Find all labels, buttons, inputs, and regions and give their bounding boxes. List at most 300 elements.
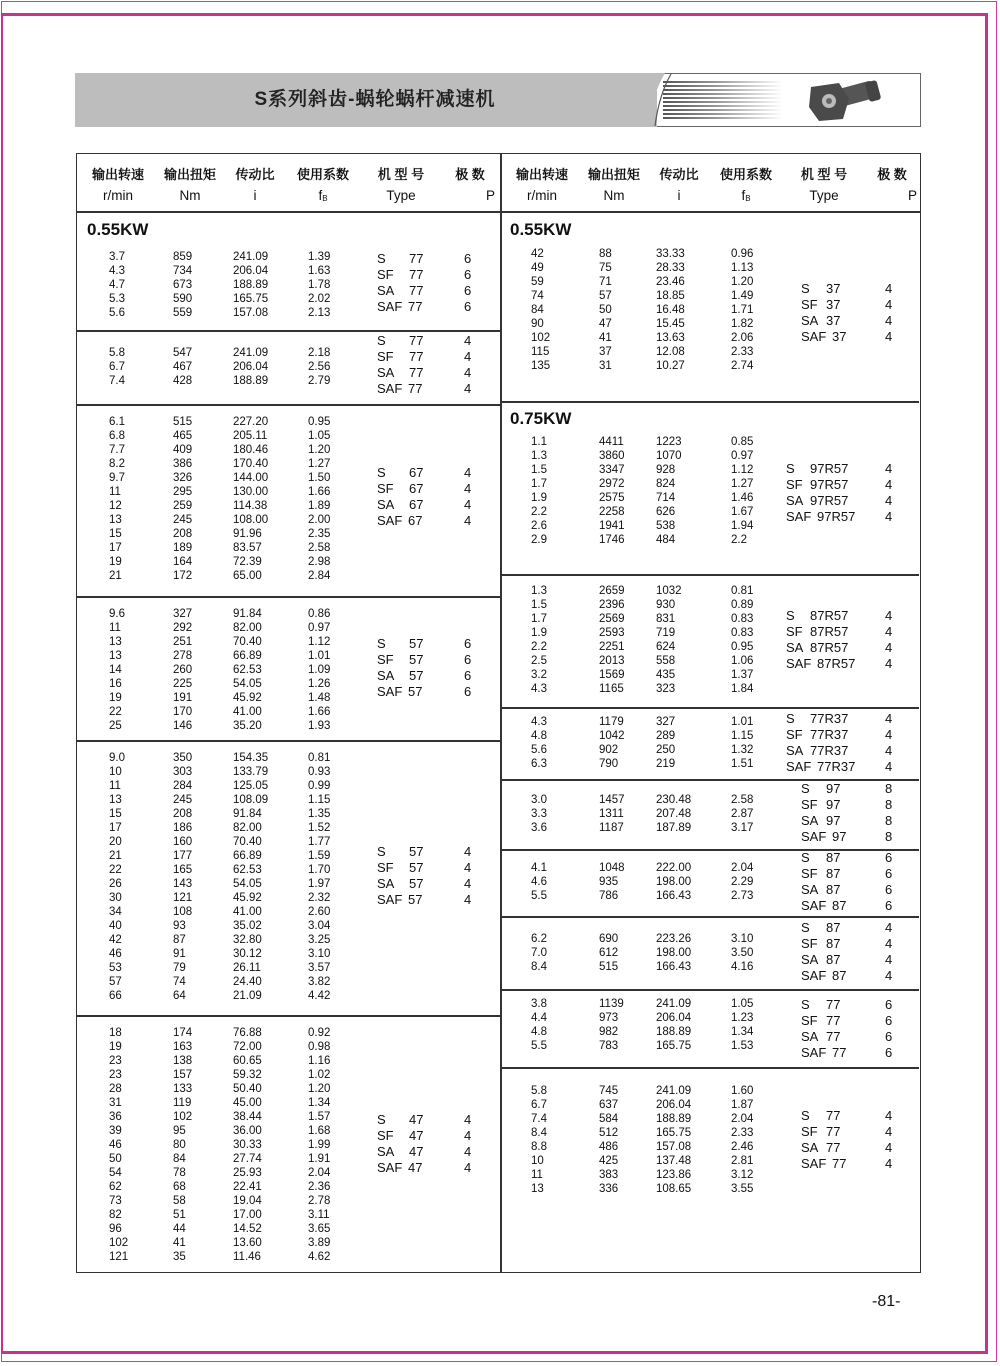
- model-size: 87: [826, 952, 841, 967]
- speed-cell: 1.7: [531, 613, 547, 625]
- torque-cell: 2972: [599, 478, 625, 490]
- factor-cell: 1.16: [308, 1055, 331, 1067]
- factor-cell: 1.70: [308, 864, 331, 876]
- torque-cell: 350: [173, 752, 193, 764]
- speed-cell: 23: [109, 1055, 122, 1067]
- ratio-cell: 25.93: [233, 1167, 262, 1179]
- group-divider: [501, 574, 919, 576]
- speed-cell: 22: [109, 706, 122, 718]
- speed-cell: 1.3: [531, 585, 547, 597]
- torque-cell: 425: [599, 1155, 619, 1167]
- speed-cell: 15: [109, 808, 122, 820]
- speed-cell: 6.3: [531, 758, 547, 770]
- factor-cell: 2.46: [731, 1141, 754, 1153]
- model-type-entry: [77, 684, 917, 700]
- torque-cell: 278: [173, 650, 193, 662]
- torque-cell: 57: [599, 290, 612, 302]
- model-type-entry: [77, 952, 917, 968]
- factor-cell: 1.77: [308, 836, 331, 848]
- factor-cell: 1.27: [731, 478, 754, 490]
- pole-count: 6: [885, 1045, 893, 1060]
- torque-cell: 78: [173, 1167, 186, 1179]
- ratio-cell: 198.00: [656, 876, 692, 888]
- factor-cell: 2.29: [731, 876, 754, 888]
- factor-cell: 2.33: [731, 1127, 754, 1139]
- pole-count: 6: [885, 898, 893, 913]
- torque-cell: 547: [173, 347, 193, 359]
- header-type-cn: 机 型 号: [800, 167, 848, 182]
- ratio-cell: 219: [656, 758, 676, 770]
- factor-cell: 2.56: [308, 361, 331, 373]
- factor-cell: 1.66: [308, 486, 331, 498]
- model-series: SF: [801, 1013, 818, 1028]
- ratio-cell: 91.96: [233, 528, 262, 540]
- speed-cell: 3.2: [531, 669, 547, 681]
- factor-cell: 3.12: [731, 1169, 754, 1181]
- model-series: SAF: [801, 898, 827, 913]
- model-series: SF: [786, 477, 803, 492]
- factor-cell: 1.15: [731, 730, 754, 742]
- speed-cell: 3.7: [109, 251, 125, 263]
- model-type-entry: [77, 656, 917, 672]
- ratio-cell: 241.09: [656, 998, 692, 1010]
- ratio-cell: 38.44: [233, 1111, 262, 1123]
- model-type-entry: [77, 1156, 917, 1172]
- speed-cell: 5.8: [109, 347, 125, 359]
- pole-count: 6: [464, 684, 472, 699]
- ratio-cell: 11.46: [233, 1251, 261, 1263]
- model-size: 77: [826, 1029, 841, 1044]
- factor-cell: 0.96: [731, 248, 754, 260]
- header-ratio-cn: 传动比: [235, 167, 275, 182]
- model-size: 77: [832, 1156, 847, 1171]
- fb-symbol: f: [318, 188, 323, 203]
- speed-cell: 42: [531, 248, 544, 260]
- model-size: 57: [408, 892, 423, 907]
- group-divider: [77, 404, 501, 406]
- model-type-entry: [77, 251, 917, 267]
- torque-cell: 973: [599, 1012, 619, 1024]
- model-size: 77: [409, 283, 424, 298]
- header-type-unit: Type: [809, 188, 839, 203]
- ratio-cell: 12.08: [656, 346, 685, 358]
- ratio-cell: 54.05: [233, 678, 262, 690]
- model-size: 77: [409, 365, 424, 380]
- pole-count: 6: [885, 866, 893, 881]
- speed-cell: 8.4: [531, 961, 547, 973]
- torque-cell: 1165: [599, 683, 624, 695]
- model-size: 57: [409, 844, 424, 859]
- factor-cell: 0.81: [731, 585, 754, 597]
- torque-cell: 2396: [599, 599, 625, 611]
- ratio-cell: 624: [656, 641, 676, 653]
- pole-count: 4: [885, 329, 893, 344]
- frame-rule-left: [1, 13, 3, 1354]
- power-heading-left: 0.55KW: [87, 220, 149, 239]
- speed-cell: 4.8: [531, 730, 547, 742]
- torque-cell: 786: [599, 890, 619, 902]
- torque-cell: 146: [173, 720, 193, 732]
- factor-cell: 2.04: [731, 862, 754, 874]
- speed-cell: 121: [109, 1251, 129, 1263]
- torque-cell: 58: [173, 1195, 186, 1207]
- torque-cell: 327: [173, 608, 193, 620]
- factor-cell: 1.32: [731, 744, 754, 756]
- model-type-entry: [77, 1108, 917, 1124]
- ratio-cell: 207.48: [656, 808, 692, 820]
- torque-cell: 303: [173, 766, 193, 778]
- model-type-list: [77, 850, 917, 914]
- ratio-cell: 35.02: [233, 920, 262, 932]
- header-ratio-unit: i: [253, 188, 257, 203]
- ratio-cell: 32.80: [233, 934, 262, 946]
- ratio-cell: 45.92: [233, 892, 262, 904]
- model-type-entry: [77, 920, 917, 936]
- header-torque-cn: 输出扭矩: [163, 167, 216, 182]
- group-divider: [77, 596, 501, 598]
- model-size: 37: [832, 329, 847, 344]
- model-size: 67: [408, 513, 423, 528]
- torque-cell: 637: [599, 1099, 619, 1111]
- speed-cell: 7.0: [531, 947, 547, 959]
- pole-count: 8: [885, 829, 893, 844]
- torque-cell: 1048: [599, 862, 625, 874]
- model-series: SA: [801, 1140, 819, 1155]
- ratio-cell: 72.00: [233, 1041, 262, 1053]
- model-size: 77R37: [817, 759, 856, 774]
- torque-cell: 174: [173, 1027, 193, 1039]
- model-type-list: [77, 920, 917, 984]
- model-size: 67: [409, 497, 424, 512]
- page-title: S系列斜齿-蜗轮蜗杆减速机: [254, 89, 496, 110]
- factor-cell: 4.42: [308, 990, 331, 1002]
- factor-cell: 1.89: [308, 500, 331, 512]
- factor-cell: 2.04: [308, 1167, 331, 1179]
- group-divider: [501, 1067, 919, 1069]
- torque-cell: 1941: [599, 520, 625, 532]
- ratio-cell: 714: [656, 492, 676, 504]
- model-series: SA: [377, 668, 395, 683]
- speed-cell: 8.2: [109, 458, 125, 470]
- factor-cell: 0.97: [308, 622, 331, 634]
- model-size: 67: [409, 481, 424, 496]
- factor-cell: 0.99: [308, 780, 331, 792]
- model-size: 77: [826, 1124, 841, 1139]
- pole-count: 4: [464, 365, 472, 380]
- model-series: SAF: [377, 1160, 403, 1175]
- header-ratio-cn: 传动比: [659, 167, 699, 182]
- torque-cell: 84: [173, 1153, 186, 1165]
- factor-cell: 1.78: [308, 279, 331, 291]
- speed-cell: 9.6: [109, 608, 125, 620]
- factor-cell: 2.73: [731, 890, 754, 902]
- ratio-cell: 187.89: [656, 822, 692, 834]
- ratio-cell: 123.86: [656, 1169, 692, 1181]
- pole-count: 4: [464, 481, 472, 496]
- speed-cell: 115: [531, 346, 550, 358]
- model-type-entry: [77, 968, 917, 984]
- ratio-cell: 223.26: [656, 933, 692, 945]
- model-size: 67: [409, 465, 424, 480]
- speed-cell: 50: [109, 1153, 122, 1165]
- speed-cell: 5.5: [531, 1040, 547, 1052]
- pole-count: 8: [885, 797, 893, 812]
- factor-cell: 1.53: [731, 1040, 754, 1052]
- ratio-cell: 241.09: [233, 347, 269, 359]
- ratio-cell: 22.41: [233, 1181, 262, 1193]
- pole-count: 6: [464, 668, 472, 683]
- model-size: 37: [826, 297, 841, 312]
- torque-cell: 790: [599, 758, 619, 770]
- model-series: S: [801, 1108, 810, 1123]
- torque-cell: 1042: [599, 730, 625, 742]
- speed-cell: 74: [531, 290, 544, 302]
- speed-cell: 46: [109, 948, 122, 960]
- header-factor-cn: 使用系数: [296, 167, 349, 182]
- speed-cell: 31: [109, 1097, 122, 1109]
- torque-cell: 3347: [599, 464, 625, 476]
- factor-cell: 3.57: [308, 962, 331, 974]
- model-type-list: [77, 608, 917, 672]
- factor-cell: 1.12: [731, 464, 754, 476]
- speed-cell: 4.1: [531, 862, 547, 874]
- ratio-cell: 70.40: [233, 836, 262, 848]
- header-factor-unit: [710, 188, 782, 203]
- factor-cell: 2.60: [308, 906, 331, 918]
- model-series: SF: [377, 860, 394, 875]
- pole-count: 8: [885, 813, 893, 828]
- torque-cell: 245: [173, 794, 193, 806]
- model-series: SAF: [377, 299, 403, 314]
- factor-cell: 1.68: [308, 1125, 331, 1137]
- model-series: SAF: [377, 892, 403, 907]
- model-type-entry: [77, 1045, 917, 1061]
- model-series: SAF: [801, 968, 827, 983]
- model-series: SAF: [377, 381, 403, 396]
- factor-cell: 3.11: [308, 1209, 330, 1221]
- speed-cell: 9.0: [109, 752, 125, 764]
- pole-count: 4: [464, 381, 472, 396]
- speed-cell: 13: [531, 1183, 544, 1195]
- factor-cell: 1.15: [308, 794, 331, 806]
- model-type-entry: [77, 313, 917, 329]
- speed-cell: 49: [531, 262, 544, 274]
- model-size: 97: [826, 813, 841, 828]
- speed-cell: 102: [109, 1237, 129, 1249]
- speed-cell: 11: [109, 622, 121, 634]
- speed-cell: 6.1: [109, 416, 125, 428]
- pole-count: 4: [885, 477, 893, 492]
- torque-cell: 208: [173, 808, 193, 820]
- torque-cell: 79: [173, 962, 186, 974]
- group-divider: [501, 916, 919, 918]
- model-type-entry: [77, 1124, 917, 1140]
- model-series: SAF: [377, 684, 403, 699]
- model-size: 57: [408, 684, 423, 699]
- pole-count: 4: [885, 1124, 893, 1139]
- model-series: S: [786, 711, 795, 726]
- ratio-cell: 30.12: [233, 948, 262, 960]
- model-size: 77: [826, 1140, 841, 1155]
- torque-cell: 64: [173, 990, 186, 1002]
- torque-cell: 41: [173, 1237, 186, 1249]
- torque-cell: 1311: [599, 808, 624, 820]
- factor-cell: 1.49: [731, 290, 754, 302]
- model-size: 77: [409, 333, 424, 348]
- factor-cell: 1.63: [308, 265, 331, 277]
- torque-cell: 612: [599, 947, 619, 959]
- factor-cell: 0.92: [308, 1027, 331, 1039]
- factor-cell: 1.34: [731, 1026, 754, 1038]
- factor-cell: 0.98: [308, 1041, 331, 1053]
- model-size: 87: [826, 882, 841, 897]
- torque-cell: 584: [599, 1113, 619, 1125]
- model-type-entry: [77, 813, 917, 829]
- model-type-entry: [77, 936, 917, 952]
- factor-cell: 1.23: [731, 1012, 754, 1024]
- torque-cell: 4411: [599, 436, 624, 448]
- ratio-cell: 1223: [656, 436, 682, 448]
- model-series: S: [377, 844, 386, 859]
- ratio-cell: 59.32: [233, 1069, 262, 1081]
- ratio-cell: 154.35: [233, 752, 269, 764]
- factor-cell: 0.97: [731, 450, 754, 462]
- ratio-cell: 10.27: [656, 360, 685, 372]
- model-series: S: [801, 997, 810, 1012]
- speed-cell: 20: [109, 836, 122, 848]
- ratio-cell: 13.60: [233, 1237, 262, 1249]
- torque-cell: 37: [599, 346, 612, 358]
- header-poles-cn: 极 数: [455, 167, 485, 182]
- header-speed-cn: 输出转速: [515, 167, 568, 182]
- model-series: SA: [377, 497, 395, 512]
- torque-cell: 35: [173, 1251, 186, 1263]
- speed-cell: 11: [109, 780, 121, 792]
- factor-cell: 2.32: [308, 892, 331, 904]
- pole-count: 4: [885, 711, 893, 726]
- header-torque-cn: 输出扭矩: [587, 167, 640, 182]
- model-series: SF: [801, 866, 818, 881]
- pole-count: 4: [885, 461, 893, 476]
- model-type-entry: [77, 781, 917, 797]
- factor-cell: 2.2: [731, 534, 747, 546]
- model-series: SF: [377, 1128, 394, 1143]
- factor-cell: 3.10: [731, 933, 754, 945]
- model-size: 57: [409, 652, 424, 667]
- header-poles-unit: P: [485, 188, 495, 203]
- speed-cell: 13: [109, 650, 122, 662]
- speed-cell: 34: [109, 906, 122, 918]
- ratio-cell: 1032: [656, 585, 682, 597]
- factor-cell: 1.67: [731, 506, 754, 518]
- header-torque-unit: Nm: [179, 188, 201, 203]
- ratio-cell: 165.75: [233, 293, 269, 305]
- pole-count: 4: [885, 759, 893, 774]
- ratio-cell: 206.04: [656, 1099, 692, 1111]
- model-type-entry: [77, 1029, 917, 1045]
- ratio-cell: 206.04: [233, 265, 269, 277]
- factor-cell: 1.97: [308, 878, 331, 890]
- model-size: 77R37: [810, 743, 849, 758]
- pole-count: 4: [885, 297, 893, 312]
- factor-cell: 2.13: [308, 307, 331, 319]
- factor-cell: 1.66: [308, 706, 331, 718]
- torque-cell: 164: [173, 556, 193, 568]
- ratio-cell: 36.00: [233, 1125, 262, 1137]
- model-size: 87: [826, 920, 841, 935]
- speed-cell: 39: [109, 1125, 122, 1137]
- model-series: SAF: [801, 829, 827, 844]
- model-size: 77: [832, 1045, 847, 1060]
- torque-cell: 2593: [599, 627, 625, 639]
- ratio-cell: 626: [656, 506, 676, 518]
- speed-cell: 4.6: [531, 876, 547, 888]
- model-type-entry: [77, 624, 917, 640]
- ratio-cell: 27.74: [233, 1153, 262, 1165]
- model-series: S: [801, 781, 810, 796]
- speed-cell: 5.6: [531, 744, 547, 756]
- speed-cell: 4.8: [531, 1026, 547, 1038]
- model-series: SAF: [801, 329, 827, 344]
- speed-cell: 17: [109, 822, 122, 834]
- pole-count: 6: [464, 251, 472, 266]
- model-size: 77R37: [810, 711, 849, 726]
- torque-cell: 133: [173, 1083, 193, 1095]
- model-size: 77: [826, 997, 841, 1012]
- frame-rule-bottom: [1, 1351, 987, 1354]
- speed-cell: 5.8: [531, 1085, 547, 1097]
- ratio-cell: 62.53: [233, 864, 262, 876]
- model-size: 57: [409, 668, 424, 683]
- model-series: SAF: [786, 759, 812, 774]
- ratio-cell: 91.84: [233, 608, 262, 620]
- model-type-entry: [77, 509, 917, 525]
- model-size: 77: [408, 299, 423, 314]
- torque-cell: 1179: [599, 716, 624, 728]
- model-series: S: [801, 281, 810, 296]
- torque-cell: 935: [599, 876, 619, 888]
- ratio-cell: 19.04: [233, 1195, 262, 1207]
- header-poles-unit: P: [907, 188, 917, 203]
- torque-cell: 160: [173, 836, 193, 848]
- ratio-cell: 21.09: [233, 990, 262, 1002]
- model-series: SA: [801, 882, 819, 897]
- ratio-cell: 24.40: [233, 976, 262, 988]
- pole-count: 4: [885, 281, 893, 296]
- model-size: 87R57: [810, 624, 849, 639]
- speed-cell: 2.5: [531, 655, 547, 667]
- factor-cell: 2.33: [731, 346, 754, 358]
- speed-cell: 84: [531, 304, 544, 316]
- model-size: 87: [826, 936, 841, 951]
- factor-cell: 1.91: [308, 1153, 331, 1165]
- model-type-entry: [77, 1013, 917, 1029]
- ratio-cell: 30.33: [233, 1139, 262, 1151]
- factor-cell: 3.25: [308, 934, 331, 946]
- model-type-entry: [77, 797, 917, 813]
- torque-cell: 2251: [599, 641, 625, 653]
- torque-cell: 2258: [599, 506, 625, 518]
- ratio-cell: 227.20: [233, 416, 269, 428]
- speed-cell: 7.4: [531, 1113, 547, 1125]
- header-speed-unit: r/min: [103, 188, 133, 203]
- factor-cell: 1.39: [308, 251, 331, 263]
- factor-cell: 1.87: [731, 1099, 754, 1111]
- pole-count: 4: [885, 968, 893, 983]
- header-rule: [77, 211, 920, 213]
- model-type-entry: [77, 329, 917, 345]
- speed-cell: 82: [109, 1209, 122, 1221]
